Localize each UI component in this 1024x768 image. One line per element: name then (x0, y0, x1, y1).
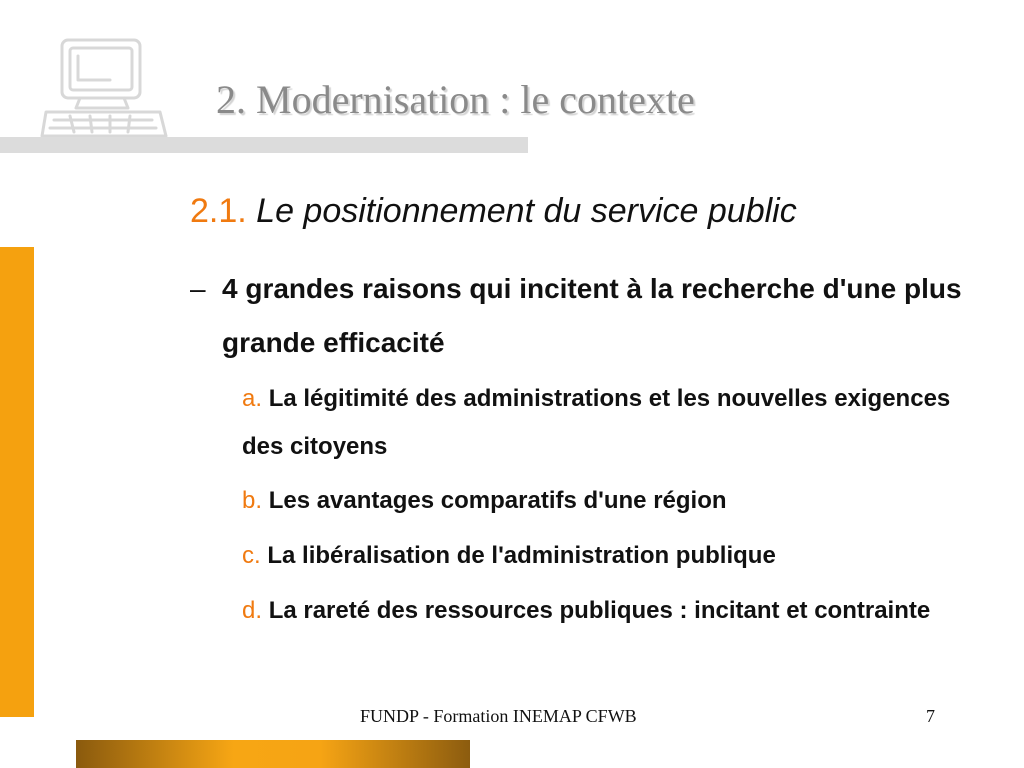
main-point-text: 4 grandes raisons qui incitent à la recherche d'une plus grande efficacité (222, 273, 962, 358)
slide-title: 2. Modernisation : le contexte (216, 77, 695, 122)
list-item-a (242, 375, 962, 471)
section-heading (190, 192, 797, 231)
section-text: Le positionnement du service public (256, 192, 797, 230)
list-item-d (242, 587, 962, 635)
list-text: La rareté des ressources publiques : incitant et contrainte (268, 597, 931, 624)
list-text: La légitimité des administrations et les nouvelles exigences des citoyens (242, 385, 951, 460)
main-point (190, 262, 970, 370)
page-number: 7 (926, 706, 935, 726)
list-text: Les avantages comparatifs d'une région (268, 487, 727, 514)
bottom-gradient-bar (76, 740, 470, 768)
dash-bullet: – (190, 273, 206, 304)
list-item-c (242, 532, 962, 580)
section-number: 2.1. (190, 192, 247, 230)
footer-text: FUNDP - Formation INEMAP CFWB (360, 706, 637, 726)
list-letter: a. (242, 385, 263, 412)
title-underline-bar (0, 137, 528, 153)
list-letter: d. (242, 597, 263, 624)
list-item-b (242, 477, 962, 525)
list-letter: b. (242, 487, 263, 514)
list-text: La libéralisation de l'administration publique (267, 542, 776, 569)
left-accent-bar (0, 247, 34, 717)
list-letter: c. (242, 542, 261, 569)
computer-logo-icon (40, 36, 170, 141)
